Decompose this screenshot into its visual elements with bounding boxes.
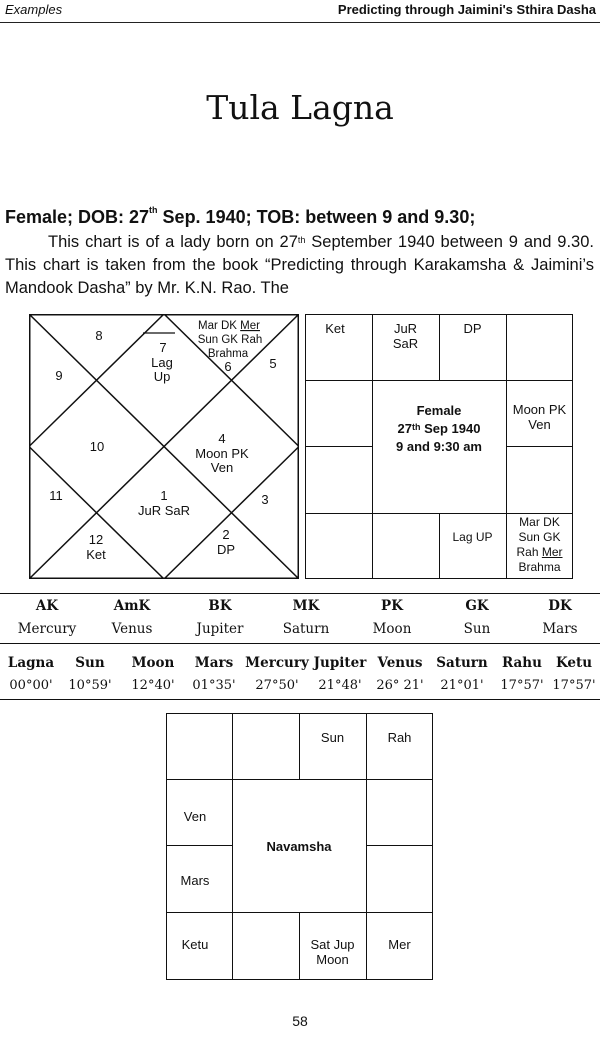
cell-lag-up: Lag UP [452,530,493,544]
page-title: Tula Lagna [206,88,394,127]
longitude-bottom-rule [0,699,600,700]
cell-dp: DP [463,321,482,336]
karaka-h1: AmK [113,598,151,614]
long-h6: Venus [377,655,423,671]
karaka-h3: MK [292,598,320,614]
dob-text-2: Sep. 1940; TOB: between 9 and 9.30; [157,207,476,227]
para-text-1: This chart is of a lady born on 27 [48,233,298,251]
long-h8: Rahu [502,655,542,671]
long-v2: 12°40' [131,678,175,693]
nav-center-label: Navamsha [266,839,332,854]
cell-moon-ven [506,402,573,432]
cell-jur-line2: SaR [392,336,419,351]
long-h3: Mars [194,655,234,671]
long-v6: 26° 21' [376,678,424,693]
running-header-left: Examples [5,2,63,17]
long-h5: Jupiter [313,655,367,671]
long-v8: 17°57' [500,678,544,693]
karaka-v6: Mars [542,621,578,637]
house-5-number: 5 [269,356,277,371]
house-12-number: 12 [88,532,104,547]
long-h7: Saturn [436,655,488,671]
karaka-top-rule [0,593,600,594]
para-sup: th [297,235,306,245]
nav-sat-line2: Moon [316,952,349,967]
north-indian-chart [29,314,299,579]
house-11-number: 11 [49,488,63,503]
nav-cell-mer: Mer [388,937,411,952]
house-3-number: 3 [261,492,269,507]
karaka-bottom-rule [0,643,600,644]
house-6-line2: Sun GK Rah [197,334,263,346]
nav-grid-v2 [299,713,300,779]
nav-sat-line1: Sat Jup [310,937,355,952]
cell-mar-line3-b: Mer [541,545,563,559]
nav-cell-rah: Rah [387,730,412,745]
house-7-number: 7 [159,340,167,355]
center-line3: 9 and 9:30 am [396,439,482,454]
south-indian-chart [305,314,573,579]
house-6-number: 6 [224,359,232,374]
long-h9: Ketu [555,655,593,671]
house-4-line2: Ven [210,460,234,475]
grid-v5 [439,513,440,579]
cell-ket: Ket [325,321,345,336]
house-6-line1-b: Mer [240,320,260,332]
long-v5: 21°48' [318,678,362,693]
karaka-v3: Saturn [282,621,330,637]
karaka-h4: PK [381,598,403,614]
center-line2-a: 27 [397,421,412,436]
grid-h3 [305,446,372,447]
cell-moon-line1: Moon PK [512,402,567,417]
house-1-line1: JuR SaR [137,503,191,518]
house-9-number: 9 [55,368,63,383]
cell-mar-line3-a: Rah [516,545,542,559]
nav-cell-sat-jup-moon [299,937,366,967]
karaka-v0: Mercury [17,621,77,637]
cell-moon-line2: Ven [528,417,551,432]
house-4-number: 4 [218,431,226,446]
house-2-line1: DP [216,542,236,557]
cell-mar-line4: Brahma [518,560,561,574]
house-6-line3: Brahma [207,348,249,360]
cell-mar-line2: Sun GK [518,530,561,544]
long-v0: 00°00' [9,678,53,693]
long-h2: Moon [131,655,175,671]
house-6-line1 [198,320,260,332]
house-1-number: 1 [160,488,168,503]
nav-grid-h3 [166,845,232,846]
center-line2-b: Sep 1940 [420,421,481,436]
cell-jur-sar [372,321,439,351]
center-line2-sup: th [411,422,421,432]
karaka-h0: AK [35,598,59,614]
house-10-number: 10 [89,439,105,454]
house-6-line1-a: Mar DK [198,320,241,332]
karaka-v4: Moon [372,621,412,637]
cell-jur-line1: JuR [393,321,418,336]
long-h1: Sun [75,655,105,671]
nav-grid-h1 [166,779,433,780]
karaka-v5: Sun [463,621,491,637]
karaka-v1: Venus [111,621,153,637]
nav-cell-sun: Sun [320,730,345,745]
cell-mar-line1: Mar DK [519,515,560,529]
long-h0: Lagna [7,655,55,671]
long-v7: 21°01' [440,678,484,693]
para-text-2: September 1940 between 9 and 9.30. This chart is taken from the book “Predicting through Karakamsha & Jaimini’s Mandook Dasha” by Mr. K.N. Rao. The [5,233,594,297]
page-number: 58 [292,1013,308,1029]
center-line2 [372,420,506,438]
header-rule [0,22,600,23]
nav-cell-ketu: Ketu [181,937,209,952]
house-2-number: 2 [222,527,230,542]
karaka-v2: Jupiter [196,621,244,637]
long-v3: 01°35' [192,678,236,693]
cell-mar-sun-rah [506,515,573,575]
karaka-h5: GK [465,598,489,614]
grid-h4 [506,446,573,447]
house-7-line2: Up [153,369,171,384]
dob-text-1: Female; DOB: 27 [5,207,150,227]
long-h4: Mercury [245,655,309,671]
grid-h1 [305,380,573,381]
dob-line [5,207,475,228]
center-line1: Female [416,403,462,418]
nav-grid-h4 [366,845,433,846]
cell-mar-line3 [506,545,573,560]
navamsha-chart [166,713,433,980]
long-v4: 27°50' [255,678,299,693]
karaka-h2: BK [208,598,232,614]
nav-cell-ven: Ven [183,809,207,824]
house-12-planet: Ket [86,547,106,562]
long-v1: 10°59' [68,678,112,693]
karaka-h6: DK [548,598,572,614]
house-7-line1: Lag [151,355,173,370]
chart-center-label [372,402,506,456]
long-v9: 17°57' [552,678,596,693]
house-4-line1: Moon PK [195,446,249,461]
dob-sup: th [149,205,158,215]
running-header-right: Predicting through Jaimini's Sthira Dasha [337,2,596,17]
nav-cell-mars: Mars [180,873,210,888]
house-8-number: 8 [95,328,103,343]
body-paragraph [5,231,594,300]
